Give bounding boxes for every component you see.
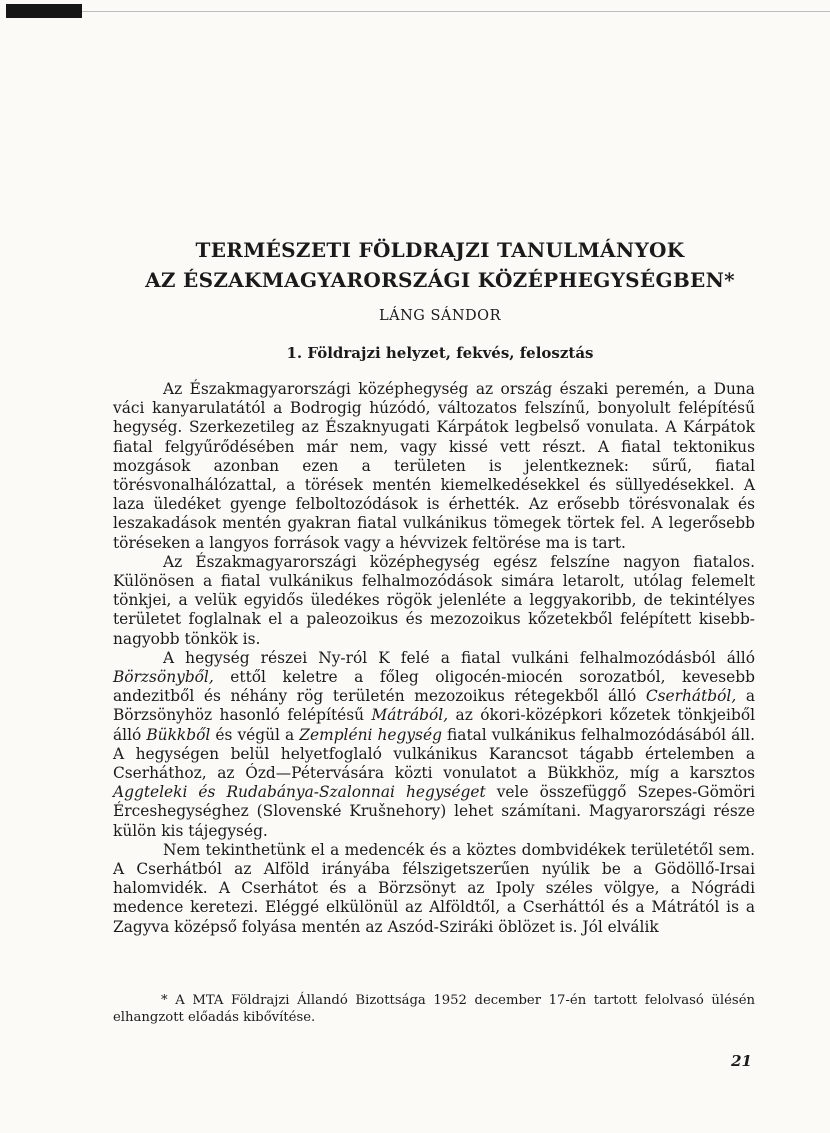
- body-paragraph: [113, 553, 755, 649]
- text-run: Nem tekinthetünk el a medencék és a köztes dombvidékek területétől sem. A Cserhátból az Alföld irányába félszigetszerűen nyúlik be a Gödöllő-Irsai halomvidék. A Cserhátot és a Börzsönyt az Ipoly széles völgye, a Nógrádi medence keretezi. Eléggé elkülönül az Alföldtől, a Cserháttól és a Mátrától is a Zagyva középső folyása mentén az Aszód-Sziráki öblözet is. Jól elválik: [113, 840, 755, 936]
- italic-term: Zempléni hegység: [299, 725, 442, 744]
- section-heading: 1. Földrajzi helyzet, fekvés, felosztás: [286, 344, 594, 362]
- italic-term: Cserhátból,: [645, 687, 737, 706]
- text-run: Az Északmagyarországi középhegység az ország északi peremén, a Duna váci kanyarulatától a Bodrogig húzódó, változatos felszínű, bonyolult felépítésű hegység. Szerkezetileg az Északnyugati Kárpátok legbelső vonulata. A Kárpátok fiatal felgyűrődésében már nem, vagy kissé vett részt. A fiatal tektonikus mozgások azonban ezen a területen is jelentkeznek: sűrű, fiatal törésvonalhálózattal, a törések mentén kiemelkedésekkel és süllyedésekkel. A laza üledéket gyenge felboltozódások is érhették. Az erősebb törésvonalak és leszakadások mentén gyakran fiatal vulkánikus tömegek törtek fel. A legerősebb töréseken a langyos források vagy a hévvizek feltörése ma is tart.: [113, 380, 755, 552]
- text-run: és végül a: [210, 725, 300, 744]
- text-run: ettől keletre a főleg oligocén-miocén sorozatból, kevesebb andezitből és néhány rög területén mezozoikus rétegekből álló: [113, 668, 755, 706]
- author-name: LÁNG SÁNDOR: [378, 308, 501, 324]
- text-run: Az Északmagyarországi középhegység egész felszíne nagyon fiatalos. Különösen a fiatal vulkánikus felhalmozódások simára letarolt, utólag felemelt tönkjei, a velük egyidős üledékes rögök jelenléte a leggyakoribb, de tekintélyes területet foglalnak el a paleozoikus és mezozoikus kőzetekből felépített kisebb-nagyobb tönkök is.: [113, 552, 755, 648]
- title-line-2: AZ ÉSZAKMAGYARORSZÁGI KÖZÉPHEGYSÉGBEN*: [145, 268, 735, 292]
- text-run: a Börzsönyhöz hasonló felépítésű: [113, 687, 755, 725]
- text-run: A hegység részei Ny-ról K felé a fiatal vulkáni felhalmozódásból álló: [163, 648, 755, 667]
- text-run: fiatal vulkánikus felhalmozódásából áll. A hegységen belül helyetfoglaló vulkánikus Karancsot tágabb értelemben a Cserháthoz, az Ózd—Pétervására közti vonulatot a Bükkhöz, míg a karsztos: [113, 725, 755, 783]
- body-paragraph: [113, 841, 755, 937]
- body-text: [113, 380, 755, 937]
- text-run: az ókori-középkori kőzetek tönkjeiből álló: [113, 706, 756, 744]
- page-number: 21: [731, 1052, 752, 1070]
- text-run: vele összefüggő Szepes-Gömöri Érceshegységhez (Slovenské Krušnehory) lehet számítani. Magyarországi része külön kis tájegység.: [113, 783, 755, 840]
- footnote: [113, 992, 755, 1026]
- italic-term: Mátrából,: [371, 706, 449, 725]
- top-edge-rule: [0, 0, 830, 20]
- scan-mark: [6, 4, 82, 18]
- footnote-text: * A MTA Földrajzi Állandó Bizottsága 1952 december 17-én tartott felolvasó ülésén elhangzott előadás kibővítése.: [113, 993, 755, 1025]
- italic-term: Bükkből: [146, 725, 211, 744]
- title-line-1: TERMÉSZETI FÖLDRAJZI TANULMÁNYOK: [195, 238, 685, 262]
- body-paragraph: [113, 649, 755, 841]
- header-line: [82, 11, 830, 12]
- italic-term: Börzsönyből,: [113, 668, 214, 687]
- body-paragraph: [113, 380, 755, 553]
- italic-term: Aggteleki és Rudabánya-Szalonnai hegységet: [113, 783, 486, 802]
